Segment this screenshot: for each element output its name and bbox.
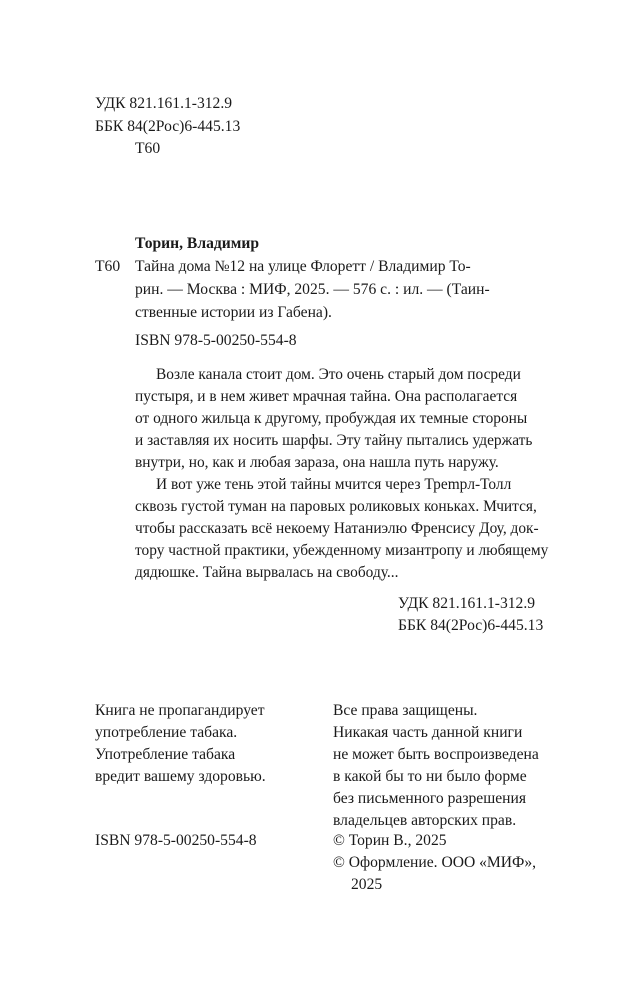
annotation-line: сквозь густой туман на паровых роликовых коньках. Мчится,: [135, 498, 537, 515]
annotation-line: И вот уже тень этой тайны мчится через Трempл-Толл: [156, 476, 512, 493]
bibliographic-record: [95, 232, 535, 324]
copyright-year: 2025: [351, 876, 383, 893]
udk-code: УДК 821.161.1-312.9: [95, 95, 233, 112]
copyright: [333, 830, 536, 896]
biblio-first-row: [95, 255, 535, 278]
biblio-line: ственные истории из Габена).: [135, 304, 332, 321]
annotation-line: чтобы рассказать всё некоему Натаниэлю Френсису Доу, док-: [135, 520, 539, 537]
rights-line: владельцев авторских прав.: [333, 812, 517, 829]
copyright-design: © Оформление. ООО «МИФ»,: [333, 854, 537, 871]
classification-bottom: [398, 593, 543, 637]
isbn-main: ISBN 978-5-00250-554-8: [135, 332, 297, 349]
annotation-line: тору частной практики, убежденному мизантропу и любящему: [135, 542, 549, 559]
rights-line: Никакая часть данной книги: [333, 724, 523, 741]
annotation-line: Возле канала стоит дом. Это очень старый дом посреди: [156, 366, 521, 383]
annotation-line: и заставляя их носить шарфы. Эту тайну пытались удержать: [135, 432, 533, 449]
annotation-paragraph-2: [135, 474, 549, 584]
rights-line: в какой бы то ни было форме: [333, 768, 527, 785]
udk-code: УДК 821.161.1-312.9: [398, 595, 536, 612]
bbk-code: ББК 84(2Рос)6-445.13: [95, 117, 241, 135]
rights-line: не может быть воспроизведена: [333, 746, 539, 763]
biblio-author-mark: Т60: [95, 258, 121, 275]
notice-line: вредит вашему здоровью.: [95, 768, 266, 785]
bbk-code: ББК 84(2Рос)6-445.13: [398, 617, 544, 634]
annotation-line: дядюшке. Тайна вырвалась на свободу...: [135, 564, 399, 581]
classification-top: [95, 93, 240, 161]
notice-line: употребление табака.: [95, 724, 238, 741]
author-heading: Торин, Владимир: [135, 235, 260, 252]
notice-line: Книга не пропагандирует: [95, 702, 265, 719]
isbn-bottom: ISBN 978-5-00250-554-8: [95, 832, 257, 849]
notice-line: Употребление табака: [95, 746, 236, 763]
author-mark: Т60: [135, 140, 161, 157]
annotation: [135, 364, 549, 584]
annotation-line: пустыря, и в нем живет мрачная тайна. Она располагается: [135, 388, 518, 405]
rights-line: Все права защищены.: [333, 702, 478, 719]
copyright-author: © Торин В., 2025: [333, 832, 447, 849]
tobacco-notice: [95, 700, 266, 788]
biblio-line: рин. — Москва : МИФ, 2025. — 576 с. : ил. — (Таин-: [135, 281, 490, 298]
annotation-line: от одного жильца к другому, пробуждая их темные стороны: [135, 410, 528, 427]
rights-notice: [333, 700, 539, 832]
annotation-paragraph-1: [135, 364, 533, 474]
annotation-line: внутри, но, как и любая зараза, она нашла путь наружу.: [135, 454, 499, 471]
biblio-line: Тайна дома №12 на улице Флоретт / Владимир То-: [135, 258, 471, 275]
rights-line: без письменного разрешения: [333, 790, 526, 807]
